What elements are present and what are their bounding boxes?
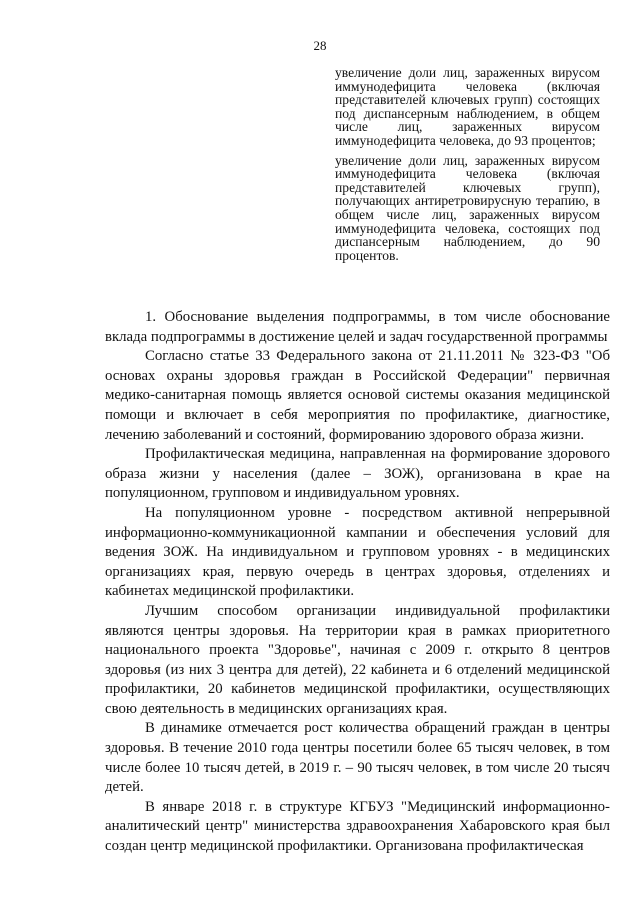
paragraph: На популяционном уровне - посредством активной непрерывной информационно-коммуникационной кампании и обеспечения условий для ведения ЗОЖ. На индивидуальном и групповом уровнях - в медицинских организациях края, первую очередь в центрах здоровья, отделениях и кабинетах медицинской профилактики. <box>105 504 610 600</box>
paragraph: Согласно статье 33 Федерального закона от 21.11.2011 № 323-ФЗ "Об основах охраны здоровья граждан в Российской Федерации" первичная медико-санитарная помощь является основой системы оказания медицинской помощи и включает в себя мероприятия по профилактике, диагностике, лечению заболеваний и состояний, формированию здорового образа жизни. <box>105 348 610 443</box>
target-indicator: увеличение доли лиц, зараженных вирусом иммунодефицита человека (включая представителей ключевых групп) состоящих под диспансерным наблюдением, в общем числе лиц, зараженных вирусом иммунодефицита человека, до 93 процентов; <box>335 65 600 148</box>
document-body <box>105 308 610 857</box>
paragraph: Профилактическая медицина, направленная на формирование здорового образа жизни у населения (далее – ЗОЖ), организована в крае на популяционном, групповом и индивидуальном уровнях. <box>105 446 610 502</box>
target-indicator: увеличение доли лиц, зараженных вирусом иммунодефицита человека (включая представителей ключевых групп), получающих антиретровирусную терапию, в общем числе лиц, зараженных вирусом иммунодефицита человека, состоящих под диспансерным наблюдением, до 90 процентов. <box>335 152 600 263</box>
paragraph: В динамике отмечается рост количества обращений граждан в центры здоровья. В течение 2010 года центры посетили более 65 тысяч человек, в том числе более 10 тысяч детей, в 2019 г. – 90 тысяч человек, в том числе 20 тысяч детей. <box>105 720 610 796</box>
paragraph: В январе 2018 г. в структуре КГБУЗ "Медицинский информационно-аналитический центр" министерства здравоохранения Хабаровского края был создан центр медицинской профилактики. Организована профилактическая <box>105 798 610 855</box>
page-number: 28 <box>313 38 327 53</box>
target-indicators-list <box>335 66 600 268</box>
paragraph: Лучшим способом организации индивидуальной профилактики являются центры здоровья. На территории края в рамках приоритетного национального проекта "Здоровье", начиная с 2009 г. открыто 8 центров здоровья (из них 3 центра для детей), 22 кабинета и 6 отделений медицинской профилактики, 20 кабинетов медицинской профилактики, осуществляющих свою деятельность в медицинских организациях края. <box>105 602 610 717</box>
section-heading: 1. Обоснование выделения подпрограммы, в том числе обоснование вклада подпрограммы в достижение целей и задач государственной программы <box>105 309 610 345</box>
